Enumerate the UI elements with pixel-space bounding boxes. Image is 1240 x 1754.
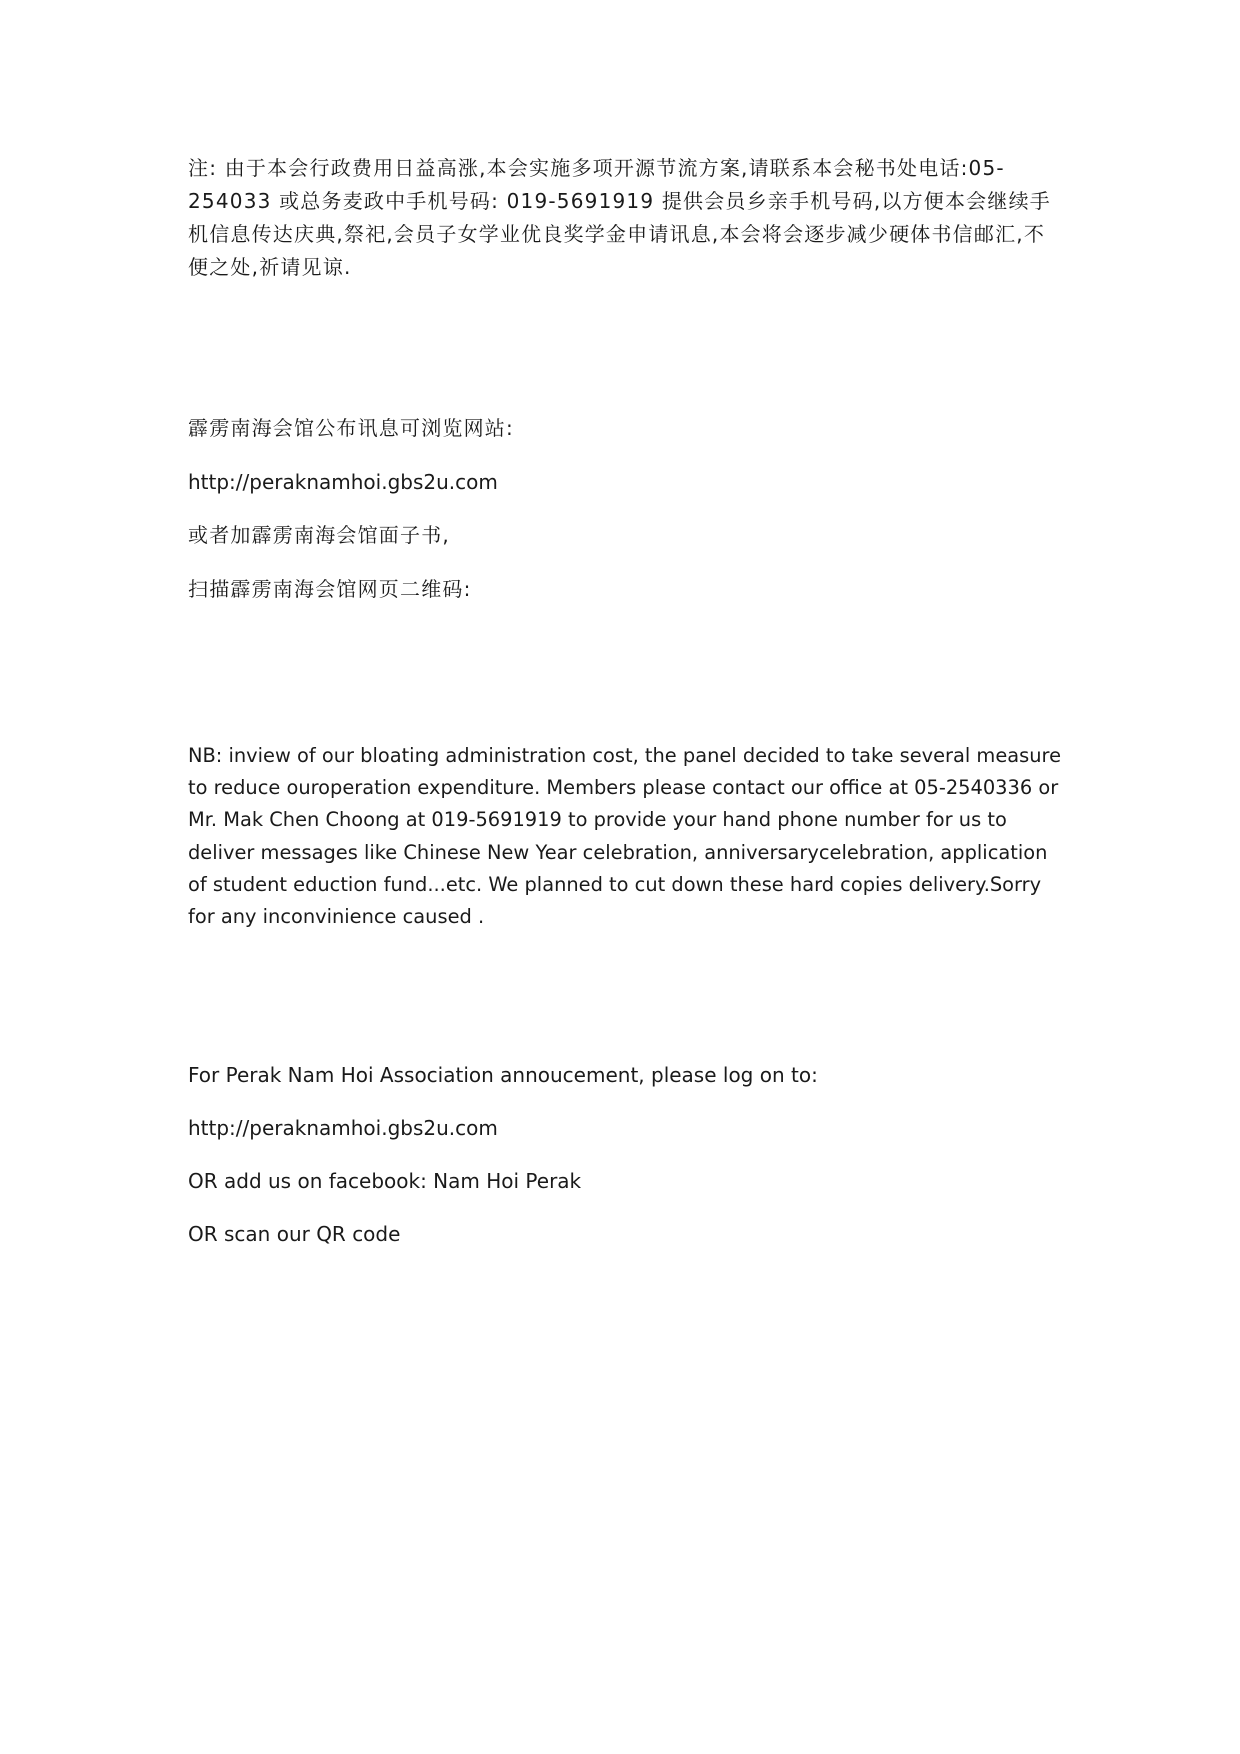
chinese-facebook-line: 或者加霹雳南海会馆面子书, [188, 523, 450, 547]
english-website-url: http://peraknamhoi.gbs2u.com [188, 1116, 498, 1140]
chinese-notice-paragraph: 注: 由于本会行政费用日益高涨,本会实施多项开源节流方案,请联系本会秘书处电话:05-254033 或总务麦政中手机号码: 019-5691919 提供会员乡亲手机号码,以方便本会继续手机信息传达庆典,祭祀,会员子女学业优良奖学金申请讯息,本会将会逐步减少硬体书信邮汇,不便之处,祈请见谅. [188, 156, 1051, 279]
english-announcement-intro: For Perak Nam Hoi Association annoucement, please log on to: [188, 1063, 818, 1087]
chinese-website-intro: 霹雳南海会馆公布讯息可浏览网站: [188, 416, 514, 440]
chinese-qr-line: 扫描霹雳南海会馆网页二维码: [188, 577, 472, 601]
english-facebook-line: OR add us on facebook: Nam Hoi Perak [188, 1169, 582, 1193]
chinese-website-url: http://peraknamhoi.gbs2u.com [188, 470, 498, 494]
english-qr-line: OR scan our QR code [188, 1222, 401, 1246]
english-notice-paragraph: NB: inview of our bloating administration cost, the panel decided to take several measure to reduce ouroperation expenditure. Members please contact our office at 05-2540336 or Mr. Mak Chen Choong at 019-5691919 to provide your hand phone number for us to deliver messages like Chinese New Year celebration, anniversarycelebration, application of student eduction fund...etc. We planned to cut down these hard copies delivery.Sorry for any inconvinience caused . [188, 744, 1062, 929]
